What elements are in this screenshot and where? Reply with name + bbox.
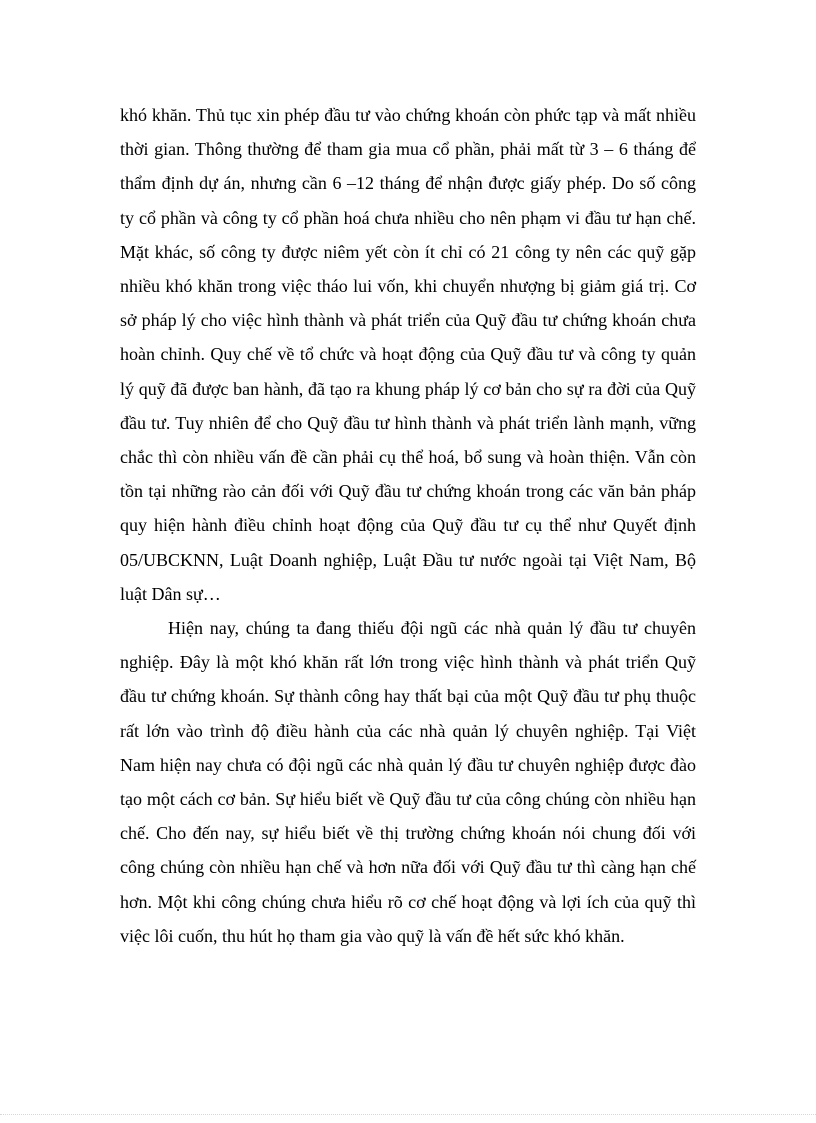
paragraph-legal-barriers: khó khăn. Thủ tục xin phép đầu tư vào chứng khoán còn phức tạp và mất nhiều thời gian. Thông thường để tham gia mua cổ phần, phải mất từ 3 – 6 tháng để thẩm định dự án, nhưng cần 6 –12 tháng để nhận được giấy phép. Do số công ty cổ phần và công ty cổ phần hoá chưa nhiều cho nên phạm vi đầu tư hạn chế. Mặt khác, số công ty được niêm yết còn ít chỉ có 21 công ty nên các quỹ gặp nhiều khó khăn trong việc tháo lui vốn, khi chuyển nhượng bị giảm giá trị. Cơ sở pháp lý cho việc hình thành và phát triển của Quỹ đầu tư chứng khoán chưa hoàn chỉnh. Quy chế về tổ chức và hoạt động của Quỹ đầu tư và công ty quản lý quỹ đã được ban hành, đã tạo ra khung pháp lý cơ bản cho sự ra đời của Quỹ đầu tư. Tuy nhiên để cho Quỹ đầu tư hình thành và phát triển lành mạnh, vững chắc thì còn nhiều vấn đề cần phải cụ thể hoá, bổ sung và hoàn thiện. Vẫn còn tồn tại những rào cản đối với Quỹ đầu tư chứng khoán trong các văn bản pháp quy hiện hành điều chỉnh hoạt động của Quỹ đầu tư cụ thể như Quyết định 05/UBCKNN, Luật Doanh nghiệp, Luật Đầu tư nước ngoài tại Việt Nam, Bộ luật Dân sự… — [120, 105, 696, 604]
paragraph-management-shortage: Hiện nay, chúng ta đang thiếu đội ngũ các nhà quản lý đầu tư chuyên nghiệp. Đây là một khó khăn rất lớn trong việc hình thành và phát triển Quỹ đầu tư chứng khoán. Sự thành công hay thất bại của một Quỹ đầu tư phụ thuộc rất lớn vào trình độ điều hành của các nhà quản lý chuyên nghiệp. Tại Việt Nam hiện nay chưa có đội ngũ các nhà quản lý đầu tư chuyên nghiệp được đào tạo một cách cơ bản. Sự hiểu biết về Quỹ đầu tư của công chúng còn nhiều hạn chế. Cho đến nay, sự hiểu biết về thị trường chứng khoán nói chung đối với công chúng còn nhiều hạn chế và hơn nữa đối với Quỹ đầu tư thì càng hạn chế hơn. Một khi công chúng chưa hiểu rõ cơ chế hoạt động và lợi ích của quỹ thì việc lôi cuốn, thu hút họ tham gia vào quỹ là vấn đề hết sức khó khăn. — [120, 618, 696, 946]
body-text — [120, 98, 696, 953]
page-bottom-divider — [0, 1114, 816, 1115]
